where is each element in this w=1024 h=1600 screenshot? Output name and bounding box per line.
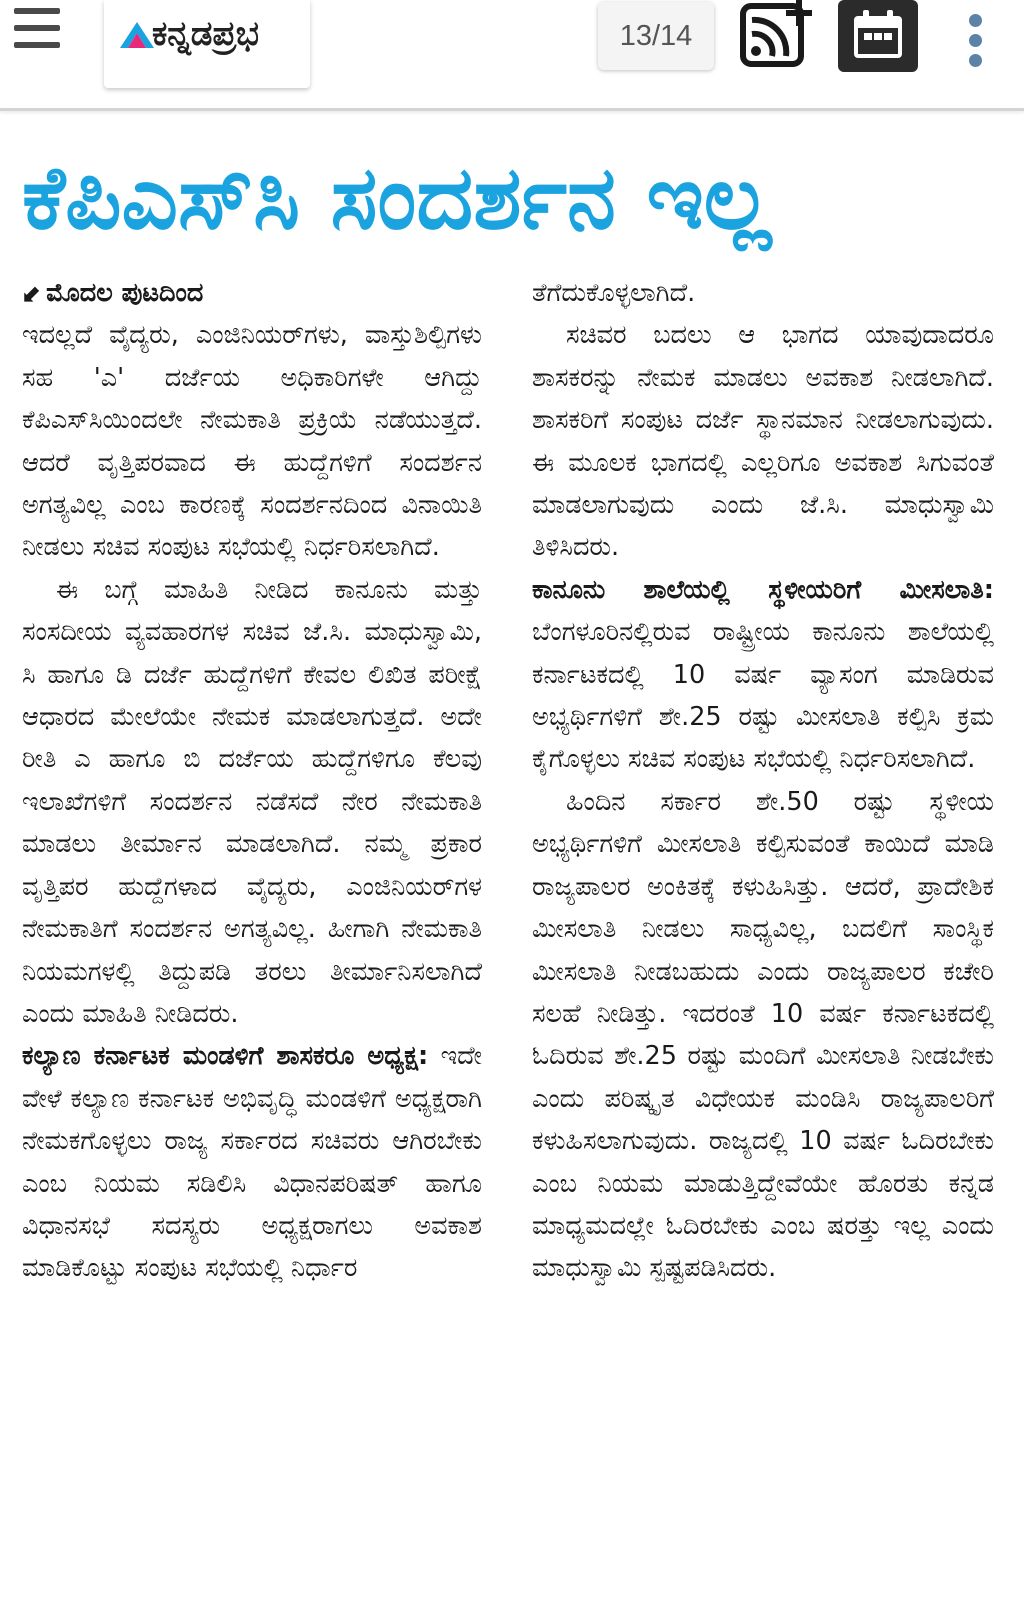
- article-column-right: [532, 272, 994, 1592]
- top-app-bar: [0, 0, 1024, 111]
- page-indicator[interactable]: 13/14: [598, 2, 714, 70]
- continued-from-text: ಮೊದಲ ಪುಟದಿಂದ: [46, 278, 204, 308]
- subheading: ಕಾನೂನು ಶಾಲೆಯಲ್ಲಿ ಸ್ಥಳೀಯರಿಗೆ ಮೀಸಲಾತಿ:: [532, 574, 994, 605]
- calendar-button[interactable]: [838, 0, 918, 72]
- article-paragraph: ಹಿಂದಿನ ಸರ್ಕಾರ ಶೇ.50 ರಷ್ಟು ಸ್ಥಳೀಯ ಅಭ್ಯರ್ಥಿಗಳಿಗೆ ಮೀಸಲಾತಿ ಕಲ್ಪಿಸುವಂತೆ ಕಾಯಿದೆ ಮಾಡಿ ರಾಜ್ಯಪಾಲರ ಅಂಕಿತಕ್ಕೆ ಕಳುಹಿಸಿತ್ತು. ಆದರೆ, ಪ್ರಾದೇಶಿಕ ಮೀಸಲಾತಿ ನೀಡಲು ಸಾಧ್ಯವಿಲ್ಲ, ಬದಲಿಗೆ ಸಾಂಸ್ಥಿಕ ಮೀಸಲಾತಿ ನೀಡಬಹುದು ಎಂದು ರಾಜ್ಯಪಾಲರ ಕಚೇರಿ ಸಲಹೆ ನೀಡಿತ್ತು. ಇದರಂತೆ 10 ವರ್ಷ ಕರ್ನಾಟಕದಲ್ಲಿ ಓದಿರುವ ಶೇ.25 ರಷ್ಟು ಮಂದಿಗೆ ಮೀಸಲಾತಿ ನೀಡಬೇಕು ಎಂದು ಪರಿಷ್ಕೃತ ವಿಧೇಯಕ ಮಂಡಿಸಿ ರಾಜ್ಯಪಾಲರಿಗೆ ಕಳುಹಿಸಲಾಗುವುದು. ರಾಜ್ಯದಲ್ಲಿ 10 ವರ್ಷ ಓದಿರಬೇಕು ಎಂಬ ನಿಯಮ ಮಾಡುತ್ತಿದ್ದೇವೆಯೇ ಹೊರತು ಕನ್ನಡ ಮಾಧ್ಯಮದಲ್ಲೇ ಓದಿರಬೇಕು ಎಂಬ ಷರತ್ತು ಇಲ್ಲ ಎಂದು ಮಾಧುಸ್ವಾಮಿ ಸ್ಪಷ್ಟಪಡಿಸಿದರು.: [532, 786, 994, 1284]
- logo-text: ಕನ್ನಡಪ್ರಭ: [152, 14, 259, 54]
- article-paragraph: ತೆಗೆದುಕೊಳ್ಳಲಾಗಿದೆ.: [532, 278, 696, 308]
- hamburger-menu-icon[interactable]: [12, 6, 62, 50]
- article-headline: ಕೆಪಿಎಸ್‌ಸಿ ಸಂದರ್ಶನ ಇಲ್ಲ: [22, 146, 772, 249]
- subheading: ಕಲ್ಯಾಣ ಕರ್ನಾಟಕ ಮಂಡಳಿಗೆ ಶಾಸಕರೂ ಅಧ್ಯಕ್ಷ:: [22, 1041, 429, 1072]
- arrow-down-left-icon: ⬋: [22, 279, 43, 307]
- article-subsection: [22, 1035, 482, 1289]
- more-vertical-icon[interactable]: [962, 14, 990, 70]
- article-subsection: [532, 569, 994, 781]
- continued-from-label: [22, 272, 482, 314]
- article-paragraph: ಇದಲ್ಲದೆ ವೈದ್ಯರು, ಎಂಜಿನಿಯರ್‌ಗಳು, ವಾಸ್ತುಶಿಲ್ಪಿಗಳು ಸಹ 'ಎ' ದರ್ಜೆಯ ಅಧಿಕಾರಿಗಳೇ ಆಗಿದ್ದು ಕೆಪಿಎಸ್‌ಸಿಯಿಂದಲೇ ನೇಮಕಾತಿ ಪ್ರಕ್ರಿಯೆ ನಡೆಯುತ್ತದೆ. ಆದರೆ ವೃತ್ತಿಪರವಾದ ಈ ಹುದ್ದೆಗಳಿಗೆ ಸಂದರ್ಶನ ಅಗತ್ಯವಿಲ್ಲ ಎಂಬ ಕಾರಣಕ್ಕೆ ಸಂದರ್ಶನದಿಂದ ವಿನಾಯಿತಿ ನೀಡಲು ಸಚಿವ ಸಂಪುಟ ಸಭೆಯಲ್ಲಿ ನಿರ್ಧರಿಸಲಾಗಿದೆ.: [22, 320, 482, 563]
- rss-feed-add-icon[interactable]: [740, 0, 818, 68]
- subsection-text: ಬೆಂಗಳೂರಿನಲ್ಲಿರುವ ರಾಷ್ಟ್ರೀಯ ಕಾನೂನು ಶಾಲೆಯಲ್ಲಿ ಕರ್ನಾಟಕದಲ್ಲಿ 10 ವರ್ಷ ವ್ಯಾಸಂಗ ಮಾಡಿರುವ ಅಭ್ಯರ್ಥಿಗಳಿಗೆ ಶೇ.25 ರಷ್ಟು ಮೀಸಲಾತಿ ಕಲ್ಪಿಸಿ ಕ್ರಮ ಕೈಗೊಳ್ಳಲು ಸಚಿವ ಸಂಪುಟ ಸಭೆಯಲ್ಲಿ ನಿರ್ಧರಿಸಲಾಗಿದೆ.: [532, 617, 994, 775]
- calendar-icon: [838, 0, 918, 72]
- article-paragraph: ಈ ಬಗ್ಗೆ ಮಾಹಿತಿ ನೀಡಿದ ಕಾನೂನು ಮತ್ತು ಸಂಸದೀಯ ವ್ಯವಹಾರಗಳ ಸಚಿವ ಜೆ.ಸಿ. ಮಾಧುಸ್ವಾಮಿ, ಸಿ ಹಾಗೂ ಡಿ ದರ್ಜೆ ಹುದ್ದೆಗಳಿಗೆ ಕೇವಲ ಲಿಖಿತ ಪರೀಕ್ಷೆ ಆಧಾರದ ಮೇಲೆಯೇ ನೇಮಕ ಮಾಡಲಾಗುತ್ತದೆ. ಅದೇ ರೀತಿ ಎ ಹಾಗೂ ಬಿ ದರ್ಜೆಯ ಹುದ್ದೆಗಳಿಗೂ ಕೆಲವು ಇಲಾಖೆಗಳಿಗೆ ಸಂದರ್ಶನ ನಡೆಸದೆ ನೇರ ನೇಮಕಾತಿ ಮಾಡಲು ತೀರ್ಮಾನ ಮಾಡಲಾಗಿದೆ. ನಮ್ಮ ಪ್ರಕಾರ ವೃತ್ತಿಪರ ಹುದ್ದೆಗಳಾದ ವೈದ್ಯರು, ಎಂಜಿನಿಯರ್‌ಗಳ ನೇಮಕಾತಿಗೆ ಸಂದರ್ಶನ ಅಗತ್ಯವಿಲ್ಲ. ಹೀಗಾಗಿ ನೇಮಕಾತಿ ನಿಯಮಗಳಲ್ಲಿ ತಿದ್ದುಪಡಿ ತರಲು ತೀರ್ಮಾನಿಸಲಾಗಿದೆ ಎಂದು ಮಾಹಿತಿ ನೀಡಿದರು.: [22, 574, 482, 1029]
- app-logo[interactable]: [104, 0, 310, 88]
- article-column-left: [22, 272, 482, 1592]
- kannadaprabha-logo-icon: [120, 22, 154, 48]
- subsection-text: ಇದೇ ವೇಳೆ ಕಲ್ಯಾಣ ಕರ್ನಾಟಕ ಅಭಿವೃದ್ಧಿ ಮಂಡಳಿಗೆ ಅಧ್ಯಕ್ಷರಾಗಿ ನೇಮಕಗೊಳ್ಳಲು ರಾಜ್ಯ ಸರ್ಕಾರದ ಸಚಿವರು ಆಗಿರಬೇಕು ಎಂಬ ನಿಯಮ ಸಡಿಲಿಸಿ ವಿಧಾನಪರಿಷತ್ ಹಾಗೂ ವಿಧಾನಸಭೆ ಸದಸ್ಯರು ಅಧ್ಯಕ್ಷರಾಗಲು ಅವಕಾಶ ಮಾಡಿಕೊಟ್ಟು ಸಂಪುಟ ಸಭೆಯಲ್ಲಿ ನಿರ್ಧಾರ: [22, 1041, 482, 1284]
- article-paragraph: ಸಚಿವರ ಬದಲು ಆ ಭಾಗದ ಯಾವುದಾದರೂ ಶಾಸಕರನ್ನು ನೇಮಕ ಮಾಡಲು ಅವಕಾಶ ನೀಡಲಾಗಿದೆ. ಶಾಸಕರಿಗೆ ಸಂಪುಟ ದರ್ಜೆ ಸ್ಥಾನಮಾನ ನೀಡಲಾಗುವುದು. ಈ ಮೂಲಕ ಭಾಗದಲ್ಲಿ ಎಲ್ಲರಿಗೂ ಅವಕಾಶ ಸಿಗುವಂತೆ ಮಾಡಲಾಗುವುದು ಎಂದು ಜೆ.ಸಿ. ಮಾಧುಸ್ವಾಮಿ ತಿಳಿಸಿದರು.: [532, 320, 994, 563]
